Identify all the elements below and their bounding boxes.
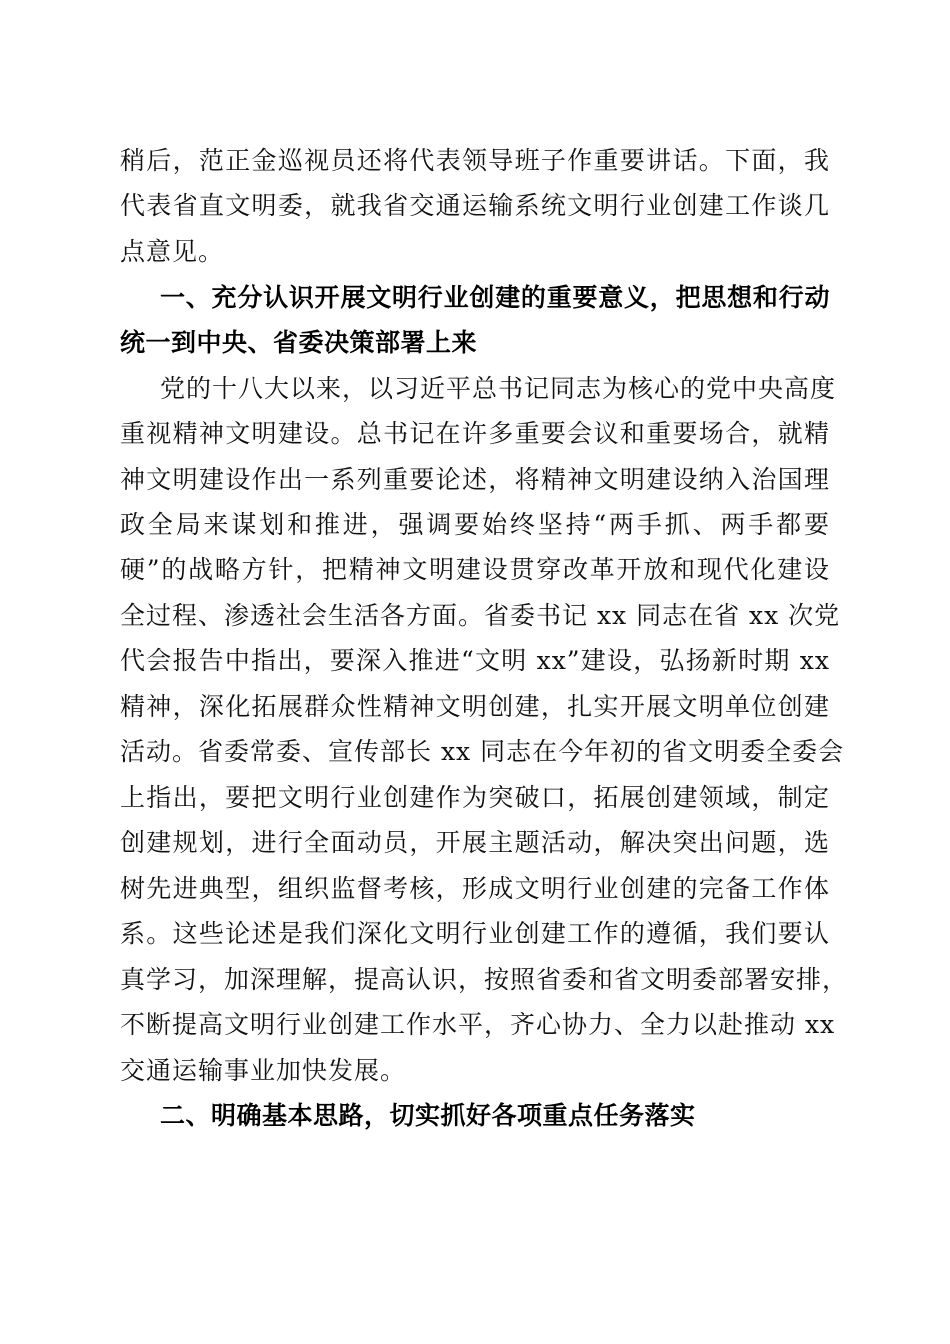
body-paragraph-line: 活动。省委常委、宣传部长 xx 同志在今年初的省文明委全委会	[120, 737, 845, 766]
body-paragraph-line: 政全局来谋划和推进，强调要始终坚持“两手抓、两手都要	[120, 510, 830, 539]
section-heading-1-continued: 统一到中央、省委决策部署上来	[120, 328, 478, 357]
body-paragraph-line: 硬”的战略方针，把精神文明建设贯穿改革开放和现代化建设	[120, 555, 830, 584]
body-paragraph-line: 代会报告中指出，要深入推进“文明 xx”建设，弘扬新时期 xx	[120, 646, 830, 675]
body-paragraph-line: 树先进典型，组织监督考核，形成文明行业创建的完备工作体	[120, 874, 830, 903]
section-heading-2: 二、明确基本思路，切实抓好各项重点任务落实	[160, 1101, 696, 1130]
body-paragraph-line: 神文明建设作出一系列重要论述，将精神文明建设纳入治国理	[120, 465, 830, 494]
body-paragraph-line: 系。这些论述是我们深化文明行业创建工作的遵循，我们要认	[120, 919, 830, 948]
body-paragraph-line: 重视精神文明建设。总书记在许多重要会议和重要场合，就精	[120, 419, 830, 448]
body-paragraph-line: 真学习，加深理解，提高认识，按照省委和省文明委部署安排，	[120, 965, 849, 994]
section-heading-1: 一、充分认识开展文明行业创建的重要意义，把思想和行动	[160, 283, 830, 312]
body-paragraph-line: 上指出，要把文明行业创建作为突破口，拓展创建领域，制定	[120, 783, 830, 812]
body-paragraph-line: 精神，深化拓展群众性精神文明创建，扎实开展文明单位创建	[120, 692, 830, 721]
body-paragraph-line: 党的十八大以来，以习近平总书记同志为核心的党中央高度	[160, 374, 837, 403]
intro-line: 稍后，范正金巡视员还将代表领导班子作重要讲话。下面，我	[120, 146, 830, 175]
body-paragraph-line: 全过程、渗透社会生活各方面。省委书记 xx 同志在省 xx 次党	[120, 601, 841, 630]
body-paragraph-line: 不断提高文明行业创建工作水平，齐心协力、全力以赴推动 xx	[120, 1010, 836, 1039]
intro-line: 点意见。	[120, 237, 225, 266]
intro-line: 代表省直文明委，就我省交通运输系统文明行业创建工作谈几	[120, 191, 830, 220]
body-paragraph-line: 交通运输事业加快发展。	[120, 1056, 407, 1085]
body-paragraph-line: 创建规划，进行全面动员，开展主题活动，解决突出问题，选	[120, 828, 830, 857]
